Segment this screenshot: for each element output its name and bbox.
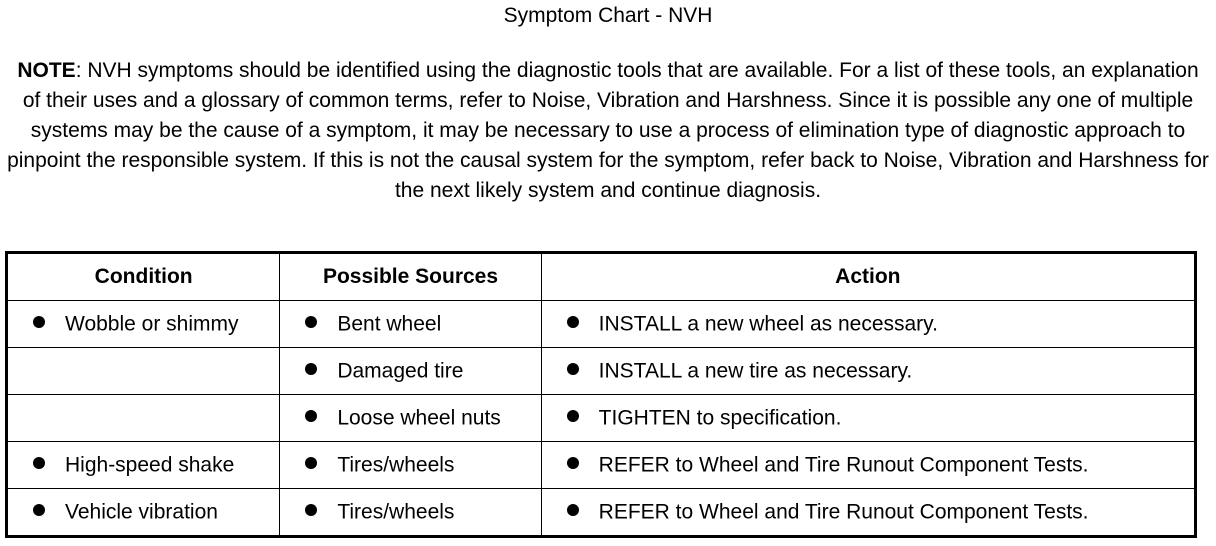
- header-possible-sources: Possible Sources: [280, 253, 541, 301]
- condition-cell: Wobble or shimmy: [7, 301, 280, 348]
- condition-cell: High-speed shake: [7, 442, 280, 489]
- note-paragraph: [6, 56, 1210, 206]
- table-row: [7, 348, 1196, 395]
- source-cell: Bent wheel: [280, 301, 541, 348]
- condition-cell: Vehicle vibration: [7, 489, 280, 537]
- action-cell: INSTALL a new tire as necessary.: [541, 348, 1195, 395]
- bullet-icon: [305, 504, 317, 516]
- bullet-icon: [567, 363, 579, 375]
- table-row: [7, 395, 1196, 442]
- action-cell: REFER to Wheel and Tire Runout Component Tests.: [541, 442, 1195, 489]
- note-label: NOTE: [17, 59, 76, 82]
- table-row: [7, 489, 1196, 537]
- bullet-icon: [33, 457, 45, 469]
- table-row: [7, 442, 1196, 489]
- table-header-row: [7, 253, 1196, 301]
- action-cell: INSTALL a new wheel as necessary.: [541, 301, 1195, 348]
- bullet-icon: [33, 316, 45, 328]
- note-text: : NVH symptoms should be identified using the diagnostic tools that are available. For a list of these tools, an explanation of their uses and a glossary of common terms, refer to Noise, Vibration and Harshness. Since it is possible any one of multiple systems may be the cause of a symptom, it may be necessary to use a process of elimination type of diagnostic approach to pinpoint the responsible system. If this is not the causal system for the symptom, refer back to Noise, Vibration and Harshness for the next likely system and continue diagnosis.: [7, 59, 1209, 202]
- bullet-icon: [567, 504, 579, 516]
- header-condition: Condition: [7, 253, 280, 301]
- source-cell: Damaged tire: [280, 348, 541, 395]
- header-action: Action: [541, 253, 1195, 301]
- bullet-icon: [33, 504, 45, 516]
- bullet-icon: [305, 410, 317, 422]
- condition-cell: [7, 348, 280, 395]
- bullet-icon: [305, 363, 317, 375]
- bullet-icon: [567, 457, 579, 469]
- action-cell: TIGHTEN to specification.: [541, 395, 1195, 442]
- symptom-table: [5, 251, 1197, 538]
- source-cell: Loose wheel nuts: [280, 395, 541, 442]
- condition-cell: [7, 395, 280, 442]
- bullet-icon: [567, 410, 579, 422]
- bullet-icon: [567, 316, 579, 328]
- page-title: Symptom Chart - NVH: [503, 4, 713, 27]
- table-row: [7, 301, 1196, 348]
- bullet-icon: [305, 457, 317, 469]
- bullet-icon: [305, 316, 317, 328]
- action-cell: REFER to Wheel and Tire Runout Component Tests.: [541, 489, 1195, 537]
- source-cell: Tires/wheels: [280, 489, 541, 537]
- source-cell: Tires/wheels: [280, 442, 541, 489]
